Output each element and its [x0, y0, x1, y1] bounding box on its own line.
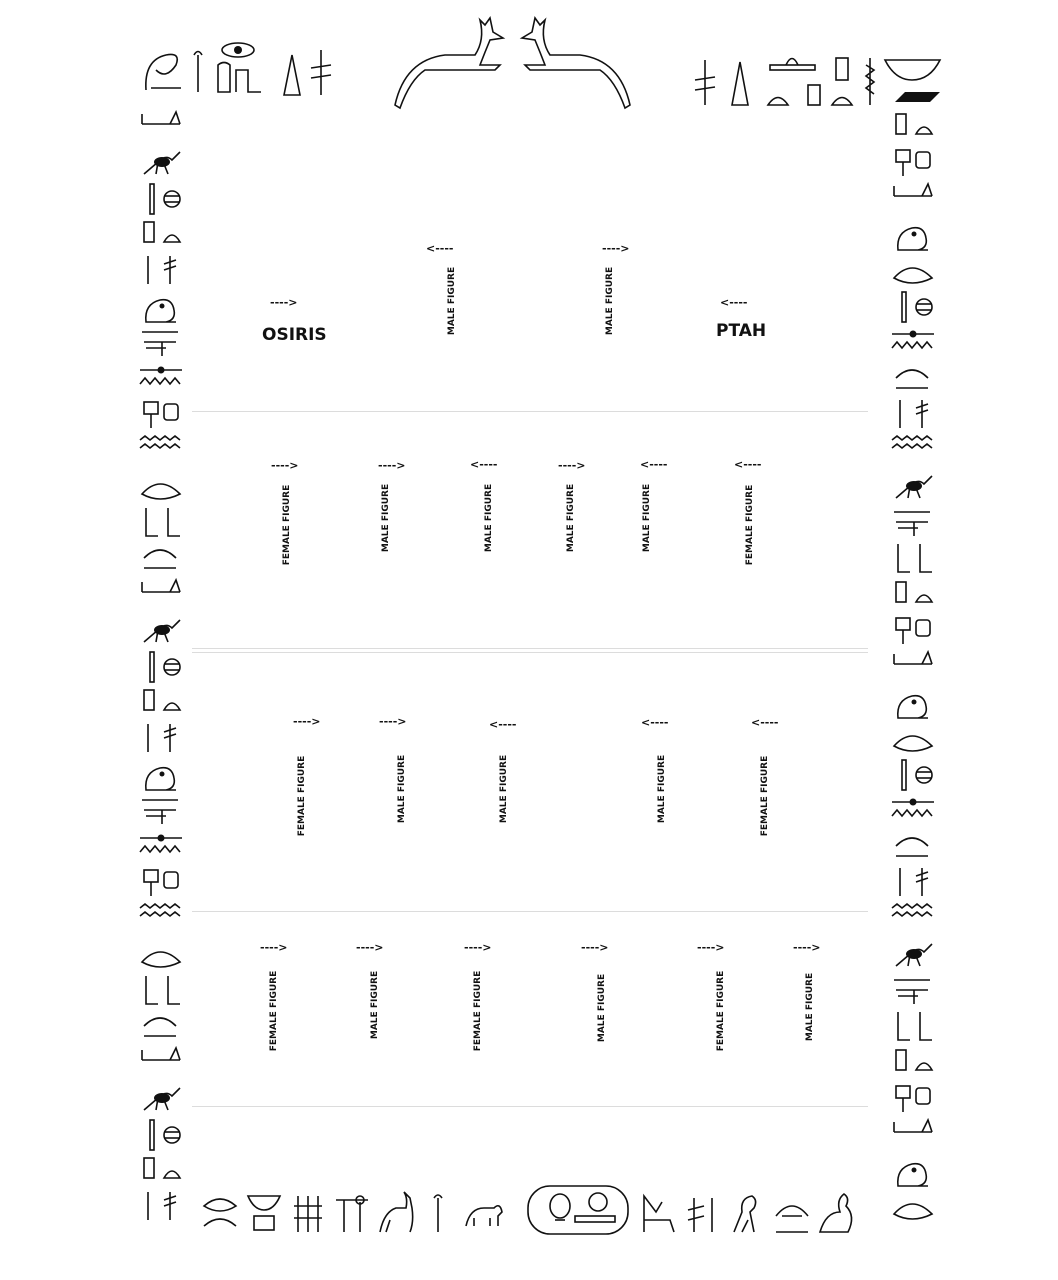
top-left-hieroglyphs — [136, 10, 336, 110]
direction-arrow: <---- — [734, 458, 762, 471]
hieroglyph-border-icon — [144, 870, 178, 896]
hieroglyph-border-icon — [894, 512, 930, 536]
direction-arrow: ----> — [270, 296, 298, 309]
deity-name-osiris: OSIRIS — [262, 325, 327, 345]
direction-arrow: <---- — [640, 458, 668, 471]
bottom-hieroglyph-band — [200, 1178, 860, 1240]
direction-arrow: <---- — [489, 718, 517, 731]
direction-arrow: ----> — [356, 941, 384, 954]
deity-name-ptah: PTAH — [716, 321, 767, 341]
hieroglyph-border-icon — [894, 1204, 932, 1219]
hieroglyph-border-icon — [466, 1206, 502, 1226]
direction-arrow: ----> — [464, 941, 492, 954]
hieroglyph-border-icon — [144, 620, 180, 642]
register-divider — [192, 411, 868, 412]
direction-arrow: ----> — [558, 459, 586, 472]
hieroglyph-border-icon — [142, 580, 180, 592]
hieroglyph-border-icon — [142, 1048, 180, 1060]
figure-label: MALE FIGURE — [605, 266, 615, 336]
hieroglyph-border-icon — [336, 1196, 368, 1232]
direction-arrow: ----> — [293, 715, 321, 728]
direction-arrow: ----> — [378, 459, 406, 472]
hieroglyph-border-icon — [898, 544, 932, 572]
hieroglyph-border-icon — [146, 976, 180, 1004]
figure-label: MALE FIGURE — [597, 973, 607, 1043]
figure-label: FEMALE FIGURE — [760, 755, 770, 837]
hieroglyph-border-icon — [894, 652, 932, 664]
hieroglyph-border-icon — [294, 1196, 322, 1232]
figure-label: MALE FIGURE — [484, 483, 494, 553]
figure-label: FEMALE FIGURE — [269, 970, 279, 1052]
figure-label: MALE FIGURE — [397, 754, 407, 824]
hieroglyph-border-icon — [902, 760, 932, 790]
figure-label: FEMALE FIGURE — [745, 484, 755, 566]
figure-label: MALE FIGURE — [642, 483, 652, 553]
hieroglyph-border-icon — [896, 114, 932, 134]
hieroglyph-border-icon — [150, 184, 180, 214]
hieroglyph-border-icon — [146, 768, 176, 790]
direction-arrow: ----> — [697, 941, 725, 954]
hieroglyph-border-icon — [140, 367, 182, 385]
hieroglyph-border-icon — [892, 331, 934, 349]
hieroglyph-border-icon — [204, 1199, 236, 1226]
hieroglyph-border-icon — [898, 1012, 932, 1040]
hieroglyph-border-icon — [900, 868, 928, 896]
cartouche-icon — [528, 1186, 628, 1234]
left-hieroglyph-border — [136, 110, 188, 1240]
figure-label: MALE FIGURE — [447, 266, 457, 336]
direction-arrow: ----> — [260, 941, 288, 954]
hieroglyph-border-icon — [896, 370, 928, 388]
hieroglyph-border-icon — [144, 550, 176, 568]
direction-arrow: <---- — [470, 458, 498, 471]
direction-arrow: ----> — [602, 242, 630, 255]
hieroglyph-border-icon — [142, 112, 180, 124]
hieroglyph-border-icon — [688, 1198, 712, 1232]
hieroglyph-border-icon — [902, 292, 932, 322]
hieroglyph-border-icon — [148, 724, 176, 752]
top-right-hieroglyphs — [690, 10, 945, 110]
hieroglyph-border-icon — [896, 582, 932, 602]
hieroglyph-border-icon — [896, 1050, 932, 1070]
hieroglyph-border-icon — [144, 690, 180, 710]
hieroglyph-border-icon — [734, 1196, 756, 1232]
figure-label: FEMALE FIGURE — [473, 970, 483, 1052]
hieroglyph-border-icon — [144, 152, 180, 174]
hieroglyph-border-icon — [144, 1018, 176, 1036]
hieroglyph-border-icon — [144, 1088, 180, 1110]
hieroglyph-border-icon — [144, 402, 178, 428]
hieroglyph-border-icon — [892, 799, 934, 817]
hieroglyph-border-icon — [144, 222, 180, 242]
hieroglyph-border-icon — [776, 1206, 808, 1232]
hieroglyph-border-icon — [146, 508, 180, 536]
figure-label: FEMALE FIGURE — [716, 970, 726, 1052]
direction-arrow: ----> — [793, 941, 821, 954]
hieroglyph-border-icon — [896, 476, 932, 498]
register-divider — [192, 648, 868, 649]
hieroglyph-border-icon — [142, 484, 180, 499]
hieroglyph-border-icon — [894, 1120, 932, 1132]
direction-arrow: <---- — [720, 296, 748, 309]
figure-label: MALE FIGURE — [566, 483, 576, 553]
hieroglyph-border-icon — [894, 736, 932, 751]
hieroglyph-border-icon — [644, 1196, 674, 1232]
figure-label: MALE FIGURE — [381, 483, 391, 553]
figure-label: MALE FIGURE — [499, 754, 509, 824]
hieroglyph-border-icon — [434, 1195, 442, 1232]
hieroglyph-border-icon — [894, 980, 930, 1004]
hieroglyph-border-icon — [892, 436, 932, 448]
direction-arrow: ----> — [271, 459, 299, 472]
hieroglyph-border-icon — [146, 300, 176, 322]
hieroglyph-border-icon — [148, 256, 176, 284]
register-divider — [192, 652, 868, 653]
direction-arrow: <---- — [751, 716, 779, 729]
hieroglyph-border-icon — [896, 944, 932, 966]
hieroglyph-border-icon — [148, 1192, 176, 1220]
figure-label: MALE FIGURE — [370, 970, 380, 1040]
direction-arrow: ----> — [581, 941, 609, 954]
figure-label: MALE FIGURE — [805, 972, 815, 1042]
hieroglyph-border-icon — [140, 904, 180, 916]
figure-label: MALE FIGURE — [657, 754, 667, 824]
right-hieroglyph-border — [888, 110, 940, 1240]
hieroglyph-border-icon — [142, 332, 178, 356]
hieroglyph-border-icon — [896, 838, 928, 856]
figure-label: FEMALE FIGURE — [297, 755, 307, 837]
hieroglyph-border-icon — [896, 1086, 930, 1112]
hieroglyph-border-icon — [150, 652, 180, 682]
hieroglyph-border-icon — [150, 1120, 180, 1150]
hieroglyph-border-icon — [140, 436, 180, 448]
register-divider — [192, 911, 868, 912]
hieroglyph-border-icon — [380, 1192, 413, 1232]
hieroglyph-border-icon — [894, 184, 932, 196]
hieroglyph-border-icon — [894, 268, 932, 283]
direction-arrow: <---- — [641, 716, 669, 729]
hieroglyph-border-icon — [142, 952, 180, 967]
figure-label: FEMALE FIGURE — [282, 484, 292, 566]
direction-arrow: ----> — [379, 715, 407, 728]
hieroglyph-border-icon — [144, 1158, 180, 1178]
hieroglyph-border-icon — [898, 1164, 928, 1186]
register-divider — [192, 1106, 868, 1107]
hieroglyph-border-icon — [896, 618, 930, 644]
hieroglyph-border-icon — [900, 400, 928, 428]
hieroglyph-border-icon — [898, 228, 928, 250]
hieroglyph-border-icon — [898, 696, 928, 718]
hieroglyph-border-icon — [248, 1196, 280, 1230]
anubis-jackals-icon — [385, 10, 640, 110]
hieroglyph-border-icon — [892, 904, 932, 916]
hieroglyph-border-icon — [896, 150, 930, 176]
hieroglyph-border-icon — [142, 800, 178, 824]
hieroglyph-border-icon — [140, 835, 182, 853]
direction-arrow: <---- — [426, 242, 454, 255]
hieroglyph-border-icon — [820, 1194, 852, 1232]
